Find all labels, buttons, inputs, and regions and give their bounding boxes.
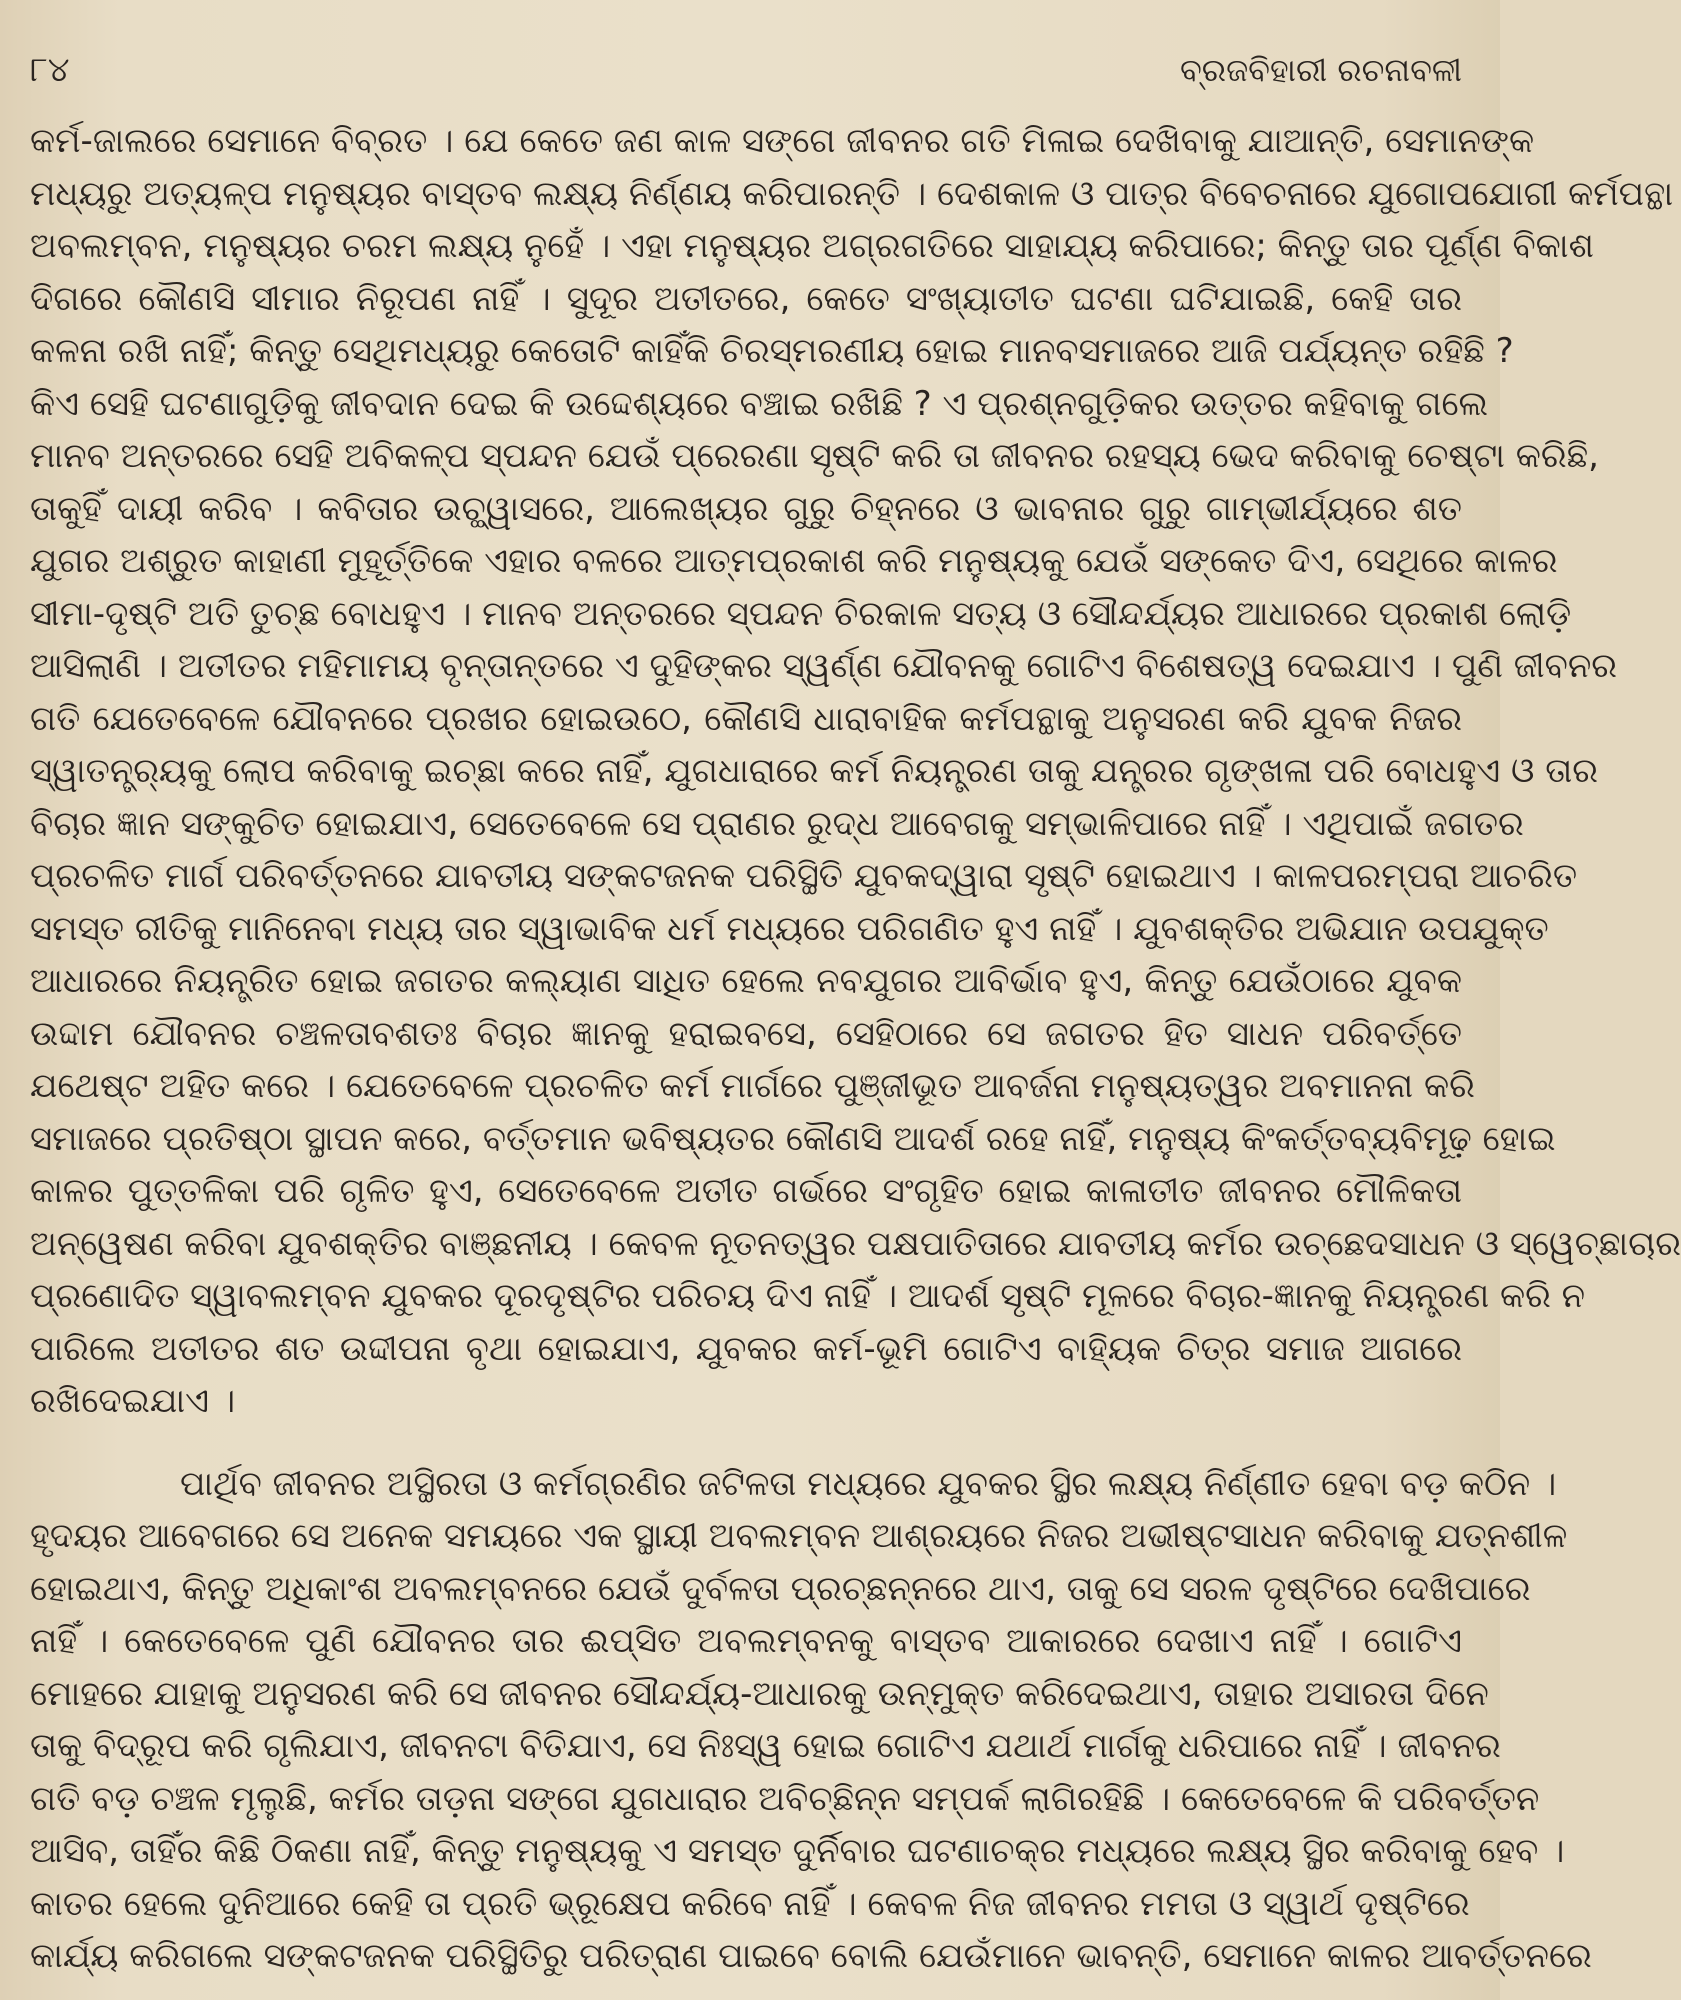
text-line: ଆସିବ, ତାହିଁର କିଛି ଠିକଣା ନାହିଁ, କିନ୍ତୁ ମନୁଷ୍ୟକୁ ଏ ସମସ୍ତ ଦୁର୍ନିବାର ଘଟଣାଚକ୍ର ମଧ୍ୟରେ ଲକ୍ଷ୍ୟ ସ୍ଥିର କରିବାକୁ ହେବ । — [30, 1831, 1565, 1871]
text-line: ଯୁଗର ଅଶ୍ରୁତ କାହାଣୀ ମୁହୂର୍ତ୍ତିକେ ଏହାର ବଳରେ ଆତ୍ମପ୍ରକାଶ କରି ମନୁଷ୍ୟକୁ ଯେଉଁ ସଙ୍କେତ ଦିଏ, ସେଥିରେ କାଳର — [30, 541, 1558, 581]
text-line: କାର୍ଯ୍ୟ କରିଗଲେ ସଙ୍କଟଜନକ ପରିସ୍ଥିତିରୁ ପରିତ୍ରାଣ ପାଇବେ ବୋଲି ଯେଉଁମାନେ ଭାବନ୍ତି, ସେମାନେ କାଳର ଆବର୍ତ୍ତନରେ — [30, 1936, 1592, 1976]
text-line: ଉଦ୍ଦାମ ଯୌବନର ଚଞ୍ଚଳତାବଶତଃ ବିଚାର ଜ୍ଞାନକୁ ହରାଇବସେ, ସେହିଠାରେ ସେ ଜଗତର ହିତ ସାଧନ ପରିବର୍ତ୍ତେ — [30, 1013, 1462, 1054]
text-line: ଅବଲମ୍ବନ, ମନୁଷ୍ୟର ଚରମ ଲକ୍ଷ୍ୟ ନୁହେଁ । ଏହା ମନୁଷ୍ୟର ଅଗ୍ରଗତିରେ ସାହାଯ୍ୟ କରିପାରେ; କିନ୍ତୁ ତାର ପୂର୍ଣ୍ଣ ବିକାଶ — [30, 226, 1594, 266]
text-line: ସମାଜରେ ପ୍ରତିଷ୍ଠା ସ୍ଥାପନ କରେ, ବର୍ତ୍ତମାନ ଭବିଷ୍ୟତର କୌଣସି ଆଦର୍ଶ ରହେ ନାହିଁ, ମନୁଷ୍ୟ କିଂକର୍ତ୍ତବ୍ୟବିମୂଢ଼ ହୋଇ — [30, 1118, 1556, 1159]
text-line: ମଧ୍ୟରୁ ଅତ୍ୟଳ୍ପ ମନୁଷ୍ୟର ବାସ୍ତବ ଲକ୍ଷ୍ୟ ନିର୍ଣ୍ଣୟ କରିପାରନ୍ତି । ଦେଶକାଳ ଓ ପାତ୍ର ବିବେଚନାରେ ଯୁଗୋପଯୋଗୀ କର୍ମପନ୍ଥା — [30, 173, 1674, 214]
page-header — [30, 20, 1462, 115]
text-line: ସୀମା-ଦୃଷ୍ଟି ଅତି ତୁଚ୍ଛ ବୋଧହୁଏ । ମାନବ ଅନ୍ତରରେ ସ୍ପନ୍ଦନ ଚିରକାଳ ସତ୍ୟ ଓ ସୌନ୍ଦର୍ଯ୍ୟର ଆଧାରରେ ପ୍ରକାଶ ଲୋଡ଼ି — [30, 593, 1572, 634]
text-line: ମାନବ ଅନ୍ତରରେ ସେହି ଅବିକଳ୍ପ ସ୍ପନ୍ଦନ ଯେଉଁ ପ୍ରେରଣା ସୃଷ୍ଟି କରି ତା ଜୀବନର ରହସ୍ୟ ଭେଦ କରିବାକୁ ଚେଷ୍ଟା କରିଛି, — [30, 436, 1599, 476]
text-line: ମୋହରେ ଯାହାକୁ ଅନୁସରଣ କରି ସେ ଜୀବନର ସୌନ୍ଦର୍ଯ୍ୟ-ଆଧାରକୁ ଉନ୍ମୁକ୍ତ କରିଦେଇଥାଏ, ତାହାର ଅସାରତା ଦିନେ — [30, 1673, 1489, 1714]
text-line: ଅନ୍ୱେଷଣ କରିବା ଯୁବଶକ୍ତିର ବାଞ୍ଛନୀୟ । କେବଳ ନୂତନତ୍ୱର ପକ୍ଷପାତିତାରେ ଯାବତୀୟ କର୍ମର ଉଚ୍ଛେଦସାଧନ ଓ ସ୍ୱେଚ୍ଛାଚାର — [30, 1223, 1681, 1264]
text-line: ଆଧାରରେ ନିୟନ୍ତ୍ରିତ ହୋଇ ଜଗତର କଲ୍ୟାଣ ସାଧିତ ହେଲେ ନବଯୁଗର ଆବିର୍ଭାବ ହୁଏ, କିନ୍ତୁ ଯେଉଁଠାରେ ଯୁବକ — [30, 961, 1462, 1001]
text-line: ଯଥେଷ୍ଟ ଅହିତ କରେ । ଯେତେବେଳେ ପ୍ରଚଳିତ କର୍ମ ମାର୍ଗରେ ପୁଞ୍ଜୀଭୂତ ଆବର୍ଜନା ମନୁଷ୍ୟତ୍ୱର ଅବମାନନା କରି — [30, 1066, 1475, 1106]
text-line: କର୍ମ-ଜାଲରେ ସେମାନେ ବିବ୍ରତ । ଯେ କେତେ ଜଣ କାଳ ସଙ୍ଗେ ଜୀବନର ଗତି ମିଳାଇ ଦେଖିବାକୁ ଯାଆନ୍ତି, ସେମାନଙ୍କ — [30, 121, 1535, 161]
text-line: ଗତି ବଡ଼ ଚଞ୍ଚଳ ମୃଲୁଛି, କର୍ମର ତାଡ଼ନା ସଙ୍ଗେ ଯୁଗଧାରାର ଅବିଚ୍ଛିନ୍ନ ସମ୍ପର୍କ ଲାଗିରହିଛି । କେତେବେଳେ କି ପରିବର୍ତ୍ତନ — [30, 1778, 1540, 1819]
text-line: ତାକୁହିଁ ଦାୟୀ କରିବ । କବିତାର ଉଚ୍ଛ୍ୱାସରେ, ଆଲେଖ୍ୟର ଗୁରୁ ଚିହ୍ନରେ ଓ ଭାବନାର ଗୁରୁ ଗାମ୍ଭୀର୍ଯ୍ୟରେ ଶତ — [30, 488, 1462, 529]
page-number: ୮୪ — [30, 50, 70, 90]
text-line: ଆସିଲାଣି । ଅତୀତର ମହିମାମୟ ବୃନ୍ତାନ୍ତରେ ଏ ଦୁହିଙ୍କର ସ୍ୱର୍ଣ୍ଣ ଯୌବନକୁ ଗୋଟିଏ ବିଶେଷତ୍ୱ ଦେଇଯାଏ । ପୁଣି ଜୀବନର — [30, 646, 1618, 686]
text-line: ରଖିଦେଇଯାଏ । — [30, 1381, 236, 1421]
text-line: କିଏ ସେହି ଘଟଣାଗୁଡ଼ିକୁ ଜୀବଦାନ ଦେଇ କି ଉଦ୍ଦେଶ୍ୟରେ ବଞ୍ଚାଇ ରଖିଛି ? ଏ ପ୍ରଶ୍ନଗୁଡ଼ିକର ଉତ୍ତର କହିବାକୁ ଗଲେ — [30, 383, 1489, 424]
text-line: କାଳର ପୁତ୍ତଳିକା ପରି ଗୃଳିତ ହୁଏ, ସେତେବେଳେ ଅତୀତ ଗର୍ଭରେ ସଂଗୃହିତ ହୋଇ କାଳାତୀତ ଜୀବନର ମୌଳିକତା — [30, 1171, 1462, 1211]
paragraph-1 — [30, 115, 1681, 1428]
running-title: ବ୍ରଜବିହାରୀ ରଚନାବଳୀ — [1179, 51, 1462, 89]
text-line: ସ୍ୱାତନ୍ତ୍ର୍ୟକୁ ଲୋପ କରିବାକୁ ଇଚ୍ଛା କରେ ନାହିଁ, ଯୁଗଧାରାରେ କର୍ମ ନିୟନ୍ତ୍ରଣ ତାକୁ ଯନ୍ତ୍ରର ଗୃଙ୍ଖଳା ପରି ବୋଧହୁଏ ଓ ତାର — [30, 751, 1599, 791]
text-line: ଦିଗରେ କୌଣସି ସୀମାର ନିରୂପଣ ନାହିଁ । ସୁଦୂର ଅତୀତରେ, କେତେ ସଂଖ୍ୟାତୀତ ଘଟଣା ଘଟିଯାଇଛି, କେହି ତାର — [30, 278, 1462, 319]
text-line: ପ୍ରଣୋଦିତ ସ୍ୱାବଲମ୍ବନ ଯୁବକର ଦୂରଦୃଷ୍ଟିର ପରିଚୟ ଦିଏ ନାହିଁ । ଆଦର୍ଶ ସୃଷ୍ଟି ମୂଳରେ ବିଚାର-ଜ୍ଞାନକୁ ନିୟନ୍ତ୍ରଣ କରି ନ — [30, 1276, 1586, 1316]
paragraph-gap — [30, 1428, 1462, 1458]
text-line: ହୋଇଥାଏ, କିନ୍ତୁ ଅଧିକାଂଶ ଅବଲମ୍ବନରେ ଯେଉଁ ଦୁର୍ବଳତା ପ୍ରଚ୍ଛନ୍ନରେ ଥାଏ, ତାକୁ ସେ ସରଳ ଦୃଷ୍ଟିରେ ଦେଖିପାରେ — [30, 1568, 1531, 1609]
text-line: କାତର ହେଲେ ଦୁନିଆରେ କେହି ତା ପ୍ରତି ଭ୍ରୂକ୍ଷେପ କରିବେ ନାହିଁ । କେବଳ ନିଜ ଜୀବନର ମମତା ଓ ସ୍ୱାର୍ଥ ଦୃଷ୍ଟିରେ — [30, 1883, 1470, 1924]
text-line: ନାହିଁ । କେତେବେଳେ ପୁଣି ଯୌବନର ତାର ଈପ୍ସିତ ଅବଲମ୍ବନକୁ ବାସ୍ତବ ଆକାରରେ ଦେଖାଏ ନାହିଁ । ଗୋଟିଏ — [30, 1621, 1462, 1661]
text-line: ତାକୁ ବିଦ୍ରୂପ କରି ଗୃଲିଯାଏ, ଜୀବନଟା ବିତିଯାଏ, ସେ ନିଃସ୍ୱ ହୋଇ ଗୋଟିଏ ଯଥାର୍ଥ ମାର୍ଗକୁ ଧରିପାରେ ନାହିଁ । ଜୀବନର — [30, 1726, 1501, 1766]
text-line: ଗତି ଯେତେବେଳେ ଯୌବନରେ ପ୍ରଖର ହୋଇଉଠେ, କୌଣସି ଧାରାବାହିକ କର୍ମପନ୍ଥାକୁ ଅନୁସରଣ କରି ଯୁବକ ନିଜର — [30, 698, 1462, 739]
text-line: କଳନା ରଖି ନାହିଁ; କିନ୍ତୁ ସେଥିମଧ୍ୟରୁ କେତୋଟି କାହିଁକି ଚିରସ୍ମରଣୀୟ ହୋଇ ମାନବସମାଜରେ ଆଜି ପର୍ଯ୍ୟନ୍ତ ରହିଛି ? — [30, 331, 1514, 371]
text-line: ହୃଦୟର ଆବେଗରେ ସେ ଅନେକ ସମୟରେ ଏକ ସ୍ଥାୟୀ ଅବଲମ୍ବନ ଆଶ୍ରୟରେ ନିଜର ଅଭୀଷ୍ଟସାଧନ କରିବାକୁ ଯତ୍ନଶୀଳ — [30, 1516, 1568, 1556]
text-line: ସମସ୍ତ ରୀତିକୁ ମାନିନେବା ମଧ୍ୟ ତାର ସ୍ୱାଭାବିକ ଧର୍ମ ମଧ୍ୟରେ ପରିଗଣିତ ହୁଏ ନାହିଁ । ଯୁବଶକ୍ତିର ଅଭିଯାନ ଉପଯୁକ୍ତ — [30, 908, 1549, 949]
text-line: ପ୍ରଚଳିତ ମାର୍ଗ ପରିବର୍ତ୍ତନରେ ଯାବତୀୟ ସଙ୍କଟଜନକ ପରିସ୍ଥିତି ଯୁବକଦ୍ୱାରା ସୃଷ୍ଟି ହୋଇଥାଏ । କାଳପରମ୍ପରା ଆଚରିତ — [30, 856, 1578, 896]
text-line: ପାର୍ଥିବ ଜୀବନର ଅସ୍ଥିରତା ଓ କର୍ମଗ୍ରଣିର ଜଟିଳତା ମଧ୍ୟରେ ଯୁବକର ସ୍ଥିର ଲକ୍ଷ୍ୟ ନିର୍ଣ୍ଣୀତ ହେବା ବଡ଼ କଠିନ । — [180, 1463, 1557, 1504]
body-text — [30, 115, 1681, 1983]
text-line: ପାରିଲେ ଅତୀତର ଶତ ଉଦ୍ଦୀପନା ବୃଥା ହୋଇଯାଏ, ଯୁବକର କର୍ମ-ଭୂମି ଗୋଟିଏ ବାହ୍ୟିକ ଚିତ୍ର ସମାଜ ଆଗରେ — [30, 1328, 1462, 1369]
paragraph-2 — [30, 1458, 1592, 1983]
text-line: ବିଚାର ଜ୍ଞାନ ସଙ୍କୁଚିତ ହୋଇଯାଏ, ସେତେବେଳେ ସେ ପ୍ରାଣର ରୁଦ୍ଧ ଆବେଗକୁ ସମ୍ଭାଳିପାରେ ନାହିଁ । ଏଥିପାଇଁ ଜଗତର — [30, 803, 1524, 844]
